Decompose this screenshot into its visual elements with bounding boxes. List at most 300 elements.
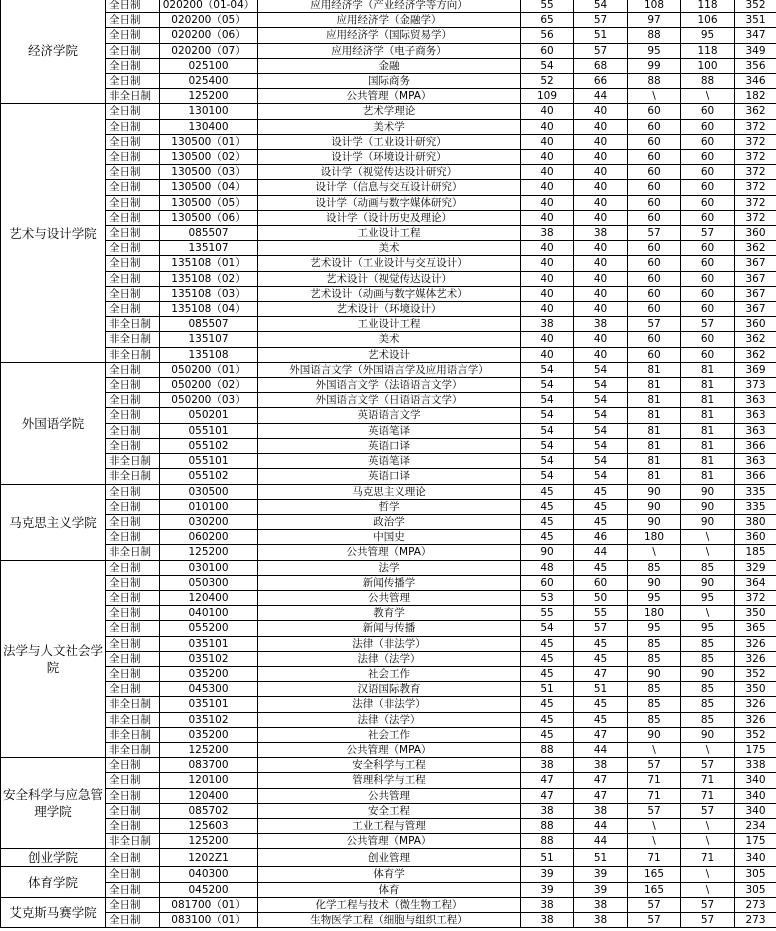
- program-name: 法律（法学）: [258, 712, 521, 727]
- score-subject-1: 97: [628, 13, 681, 28]
- score-politics: 88: [521, 834, 574, 849]
- score-subject-1: 85: [628, 682, 681, 697]
- college-name: 法学与人文社会学院: [1, 560, 106, 758]
- study-mode: 全日制: [106, 803, 160, 818]
- score-subject-1: 81: [628, 469, 681, 484]
- score-subject-2: 71: [681, 773, 735, 788]
- score-total: 340: [735, 788, 776, 803]
- score-foreign-language: 54: [574, 378, 628, 393]
- study-mode: 全日制: [106, 818, 160, 833]
- table-row: [1, 13, 776, 28]
- score-total: 356: [735, 58, 776, 73]
- program-name: 新闻与传播: [258, 621, 521, 636]
- score-foreign-language: 40: [574, 134, 628, 149]
- study-mode: 全日制: [106, 0, 160, 13]
- program-name: 管理科学与工程: [258, 773, 521, 788]
- score-total: 367: [735, 256, 776, 271]
- score-total: 338: [735, 758, 776, 773]
- score-subject-2: 118: [681, 43, 735, 58]
- table-row: [1, 484, 776, 499]
- program-name: 工业工程与管理: [258, 818, 521, 833]
- score-total: 352: [735, 727, 776, 742]
- score-total: 363: [735, 423, 776, 438]
- program-code: 125200: [160, 545, 258, 560]
- score-subject-2: \: [681, 818, 735, 833]
- program-code: 120400: [160, 788, 258, 803]
- score-politics: 40: [521, 271, 574, 286]
- program-code: 130500（02）: [160, 150, 258, 165]
- study-mode: 全日制: [106, 423, 160, 438]
- score-subject-1: 90: [628, 575, 681, 590]
- program-name: 公共管理: [258, 590, 521, 605]
- table-row: [1, 332, 776, 347]
- program-name: 英语笔译: [258, 423, 521, 438]
- score-total: 326: [735, 712, 776, 727]
- table-row: [1, 43, 776, 58]
- score-politics: 38: [521, 226, 574, 241]
- score-subject-1: 81: [628, 423, 681, 438]
- program-code: 035102: [160, 712, 258, 727]
- score-subject-2: 81: [681, 408, 735, 423]
- score-subject-2: 90: [681, 484, 735, 499]
- program-name: 艺术设计（视觉传达设计）: [258, 271, 521, 286]
- score-total: 380: [735, 514, 776, 529]
- study-mode: 全日制: [106, 119, 160, 134]
- program-code: 135108（01）: [160, 256, 258, 271]
- table-row: [1, 867, 776, 882]
- score-subject-1: 90: [628, 727, 681, 742]
- program-name: 应用经济学（国际贸易学）: [258, 28, 521, 43]
- score-subject-2: 71: [681, 849, 735, 867]
- program-code: 050201: [160, 408, 258, 423]
- table-row: [1, 89, 776, 104]
- table-row: [1, 834, 776, 849]
- program-name: 教育学: [258, 606, 521, 621]
- score-total: 352: [735, 666, 776, 681]
- score-politics: 56: [521, 28, 574, 43]
- score-total: 360: [735, 530, 776, 545]
- study-mode: 非全日制: [106, 727, 160, 742]
- program-name: 外国语言文学（法语语言文学）: [258, 378, 521, 393]
- program-name: 外国语言文学（日语语言文学）: [258, 393, 521, 408]
- score-politics: 51: [521, 849, 574, 867]
- score-foreign-language: 47: [574, 727, 628, 742]
- score-total: 363: [735, 408, 776, 423]
- score-politics: 45: [521, 530, 574, 545]
- study-mode: 全日制: [106, 499, 160, 514]
- study-mode: 全日制: [106, 575, 160, 590]
- score-politics: 55: [521, 0, 574, 13]
- table-row: [1, 119, 776, 134]
- program-name: 公共管理（MPA）: [258, 89, 521, 104]
- score-total: 362: [735, 104, 776, 119]
- program-name: 设计学（动画与数字媒体研究）: [258, 195, 521, 210]
- college-name: 体育学院: [1, 867, 106, 897]
- table-row: [1, 636, 776, 651]
- table-row: [1, 226, 776, 241]
- score-subject-1: 90: [628, 499, 681, 514]
- study-mode: 非全日制: [106, 712, 160, 727]
- score-subject-2: \: [681, 606, 735, 621]
- program-code: 030500: [160, 484, 258, 499]
- score-politics: 52: [521, 74, 574, 89]
- score-foreign-language: 40: [574, 165, 628, 180]
- study-mode: 全日制: [106, 651, 160, 666]
- score-subject-2: 60: [681, 165, 735, 180]
- score-total: 372: [735, 590, 776, 605]
- score-total: 326: [735, 636, 776, 651]
- program-name: 美术学: [258, 119, 521, 134]
- table-row: [1, 666, 776, 681]
- score-politics: 90: [521, 545, 574, 560]
- program-name: 新闻传播学: [258, 575, 521, 590]
- study-mode: 全日制: [106, 408, 160, 423]
- score-subject-2: \: [681, 834, 735, 849]
- score-subject-1: 60: [628, 302, 681, 317]
- study-mode: 全日制: [106, 530, 160, 545]
- score-politics: 40: [521, 119, 574, 134]
- score-subject-2: 90: [681, 666, 735, 681]
- program-code: 050200（03）: [160, 393, 258, 408]
- score-subject-1: 60: [628, 165, 681, 180]
- score-subject-1: 60: [628, 241, 681, 256]
- program-name: 美术: [258, 332, 521, 347]
- score-politics: 45: [521, 636, 574, 651]
- score-politics: 54: [521, 58, 574, 73]
- score-subject-1: 60: [628, 271, 681, 286]
- table-row: [1, 104, 776, 119]
- score-foreign-language: 44: [574, 818, 628, 833]
- score-politics: 40: [521, 347, 574, 362]
- program-name: 创业管理: [258, 849, 521, 867]
- study-mode: 全日制: [106, 28, 160, 43]
- table-row: [1, 302, 776, 317]
- program-name: 英语笔译: [258, 454, 521, 469]
- program-name: 艺术设计（环境设计）: [258, 302, 521, 317]
- study-mode: 全日制: [106, 514, 160, 529]
- score-subject-1: 99: [628, 58, 681, 73]
- table-row: [1, 74, 776, 89]
- study-mode: 全日制: [106, 165, 160, 180]
- table-row: [1, 423, 776, 438]
- table-row: [1, 897, 776, 912]
- score-foreign-language: 60: [574, 575, 628, 590]
- score-total: 335: [735, 499, 776, 514]
- table-row: [1, 882, 776, 897]
- program-name: 应用经济学（金融学）: [258, 13, 521, 28]
- score-total: 362: [735, 332, 776, 347]
- score-foreign-language: 51: [574, 849, 628, 867]
- score-subject-2: 60: [681, 210, 735, 225]
- score-total: 273: [735, 897, 776, 912]
- program-name: 法律（法学）: [258, 651, 521, 666]
- score-foreign-language: 57: [574, 43, 628, 58]
- score-foreign-language: 40: [574, 256, 628, 271]
- score-foreign-language: 44: [574, 742, 628, 757]
- score-subject-2: 60: [681, 256, 735, 271]
- score-foreign-language: 38: [574, 897, 628, 912]
- score-foreign-language: 45: [574, 484, 628, 499]
- score-total: 326: [735, 697, 776, 712]
- table-row: [1, 682, 776, 697]
- score-subject-2: 60: [681, 180, 735, 195]
- program-code: 050200（02）: [160, 378, 258, 393]
- program-name: 艺术设计（动画与数字媒体艺术）: [258, 286, 521, 301]
- study-mode: 全日制: [106, 43, 160, 58]
- score-foreign-language: 51: [574, 28, 628, 43]
- study-mode: 全日制: [106, 256, 160, 271]
- program-name: 化学工程与技术（微生物工程）: [258, 897, 521, 912]
- program-name: 金融: [258, 58, 521, 73]
- score-foreign-language: 38: [574, 226, 628, 241]
- program-name: 汉语国际教育: [258, 682, 521, 697]
- table-row: [1, 286, 776, 301]
- program-code: 020200（07）: [160, 43, 258, 58]
- program-code: 130100: [160, 104, 258, 119]
- table-row: [1, 818, 776, 833]
- score-total: 373: [735, 378, 776, 393]
- table-row: [1, 651, 776, 666]
- program-code: 035200: [160, 666, 258, 681]
- score-total: 362: [735, 241, 776, 256]
- study-mode: 非全日制: [106, 454, 160, 469]
- score-total: 175: [735, 834, 776, 849]
- score-subject-1: 60: [628, 195, 681, 210]
- study-mode: 非全日制: [106, 469, 160, 484]
- score-politics: 45: [521, 727, 574, 742]
- program-code: 135108（04）: [160, 302, 258, 317]
- score-foreign-language: 57: [574, 13, 628, 28]
- score-subject-1: 165: [628, 882, 681, 897]
- program-name: 生物医学工程（细胞与组织工程）: [258, 912, 521, 927]
- table-row: [1, 499, 776, 514]
- program-name: 哲学: [258, 499, 521, 514]
- score-subject-1: 71: [628, 773, 681, 788]
- study-mode: 全日制: [106, 666, 160, 681]
- score-politics: 40: [521, 195, 574, 210]
- program-code: 085702: [160, 803, 258, 818]
- score-subject-2: 85: [681, 636, 735, 651]
- program-code: 125603: [160, 818, 258, 833]
- score-total: 305: [735, 867, 776, 882]
- score-subject-2: 57: [681, 226, 735, 241]
- score-subject-2: 60: [681, 119, 735, 134]
- study-mode: 全日制: [106, 104, 160, 119]
- program-code: 020200（01-04）: [160, 0, 258, 13]
- study-mode: 全日制: [106, 773, 160, 788]
- score-foreign-language: 40: [574, 286, 628, 301]
- score-total: 346: [735, 74, 776, 89]
- study-mode: 非全日制: [106, 89, 160, 104]
- program-code: 1202Z1: [160, 849, 258, 867]
- program-name: 国际商务: [258, 74, 521, 89]
- score-subject-2: 90: [681, 575, 735, 590]
- study-mode: 全日制: [106, 882, 160, 897]
- score-subject-1: 60: [628, 119, 681, 134]
- score-subject-1: 88: [628, 28, 681, 43]
- program-name: 设计学（信息与交互设计研究）: [258, 180, 521, 195]
- score-total: 372: [735, 165, 776, 180]
- study-mode: 全日制: [106, 438, 160, 453]
- score-total: 363: [735, 393, 776, 408]
- study-mode: 全日制: [106, 226, 160, 241]
- program-name: 英语口译: [258, 438, 521, 453]
- study-mode: 全日制: [106, 271, 160, 286]
- program-code: 085507: [160, 317, 258, 332]
- program-code: 135107: [160, 241, 258, 256]
- score-subject-1: 81: [628, 454, 681, 469]
- program-name: 法学: [258, 560, 521, 575]
- table-row: [1, 727, 776, 742]
- score-foreign-language: 68: [574, 58, 628, 73]
- score-politics: 40: [521, 150, 574, 165]
- score-subject-1: 57: [628, 317, 681, 332]
- program-name: 英语语言文学: [258, 408, 521, 423]
- study-mode: 全日制: [106, 484, 160, 499]
- score-foreign-language: 45: [574, 560, 628, 575]
- table-row: [1, 697, 776, 712]
- score-foreign-language: 54: [574, 0, 628, 13]
- score-subject-2: 81: [681, 438, 735, 453]
- score-total: 366: [735, 469, 776, 484]
- study-mode: 全日制: [106, 912, 160, 927]
- table-row: [1, 621, 776, 636]
- study-mode: 全日制: [106, 590, 160, 605]
- table-row: [1, 362, 776, 377]
- program-name: 体育学: [258, 867, 521, 882]
- score-subject-2: 60: [681, 286, 735, 301]
- score-subject-1: 71: [628, 849, 681, 867]
- score-subject-1: 57: [628, 897, 681, 912]
- score-total: 366: [735, 438, 776, 453]
- score-subject-2: 85: [681, 712, 735, 727]
- program-name: 艺术设计（工业设计与交互设计）: [258, 256, 521, 271]
- score-politics: 40: [521, 302, 574, 317]
- score-total: 335: [735, 484, 776, 499]
- score-subject-2: 60: [681, 302, 735, 317]
- score-total: 350: [735, 606, 776, 621]
- score-total: 185: [735, 545, 776, 560]
- score-total: 351: [735, 13, 776, 28]
- score-total: 369: [735, 362, 776, 377]
- score-politics: 53: [521, 590, 574, 605]
- table-row: [1, 165, 776, 180]
- program-code: 055200: [160, 621, 258, 636]
- score-total: 363: [735, 454, 776, 469]
- score-foreign-language: 40: [574, 241, 628, 256]
- study-mode: 全日制: [106, 867, 160, 882]
- program-code: 130500（05）: [160, 195, 258, 210]
- score-politics: 54: [521, 469, 574, 484]
- score-subject-1: 88: [628, 74, 681, 89]
- score-total: 360: [735, 317, 776, 332]
- score-total: 364: [735, 575, 776, 590]
- program-code: 045300: [160, 682, 258, 697]
- score-foreign-language: 45: [574, 514, 628, 529]
- score-politics: 54: [521, 621, 574, 636]
- score-politics: 51: [521, 682, 574, 697]
- program-code: 060200: [160, 530, 258, 545]
- college-name: 经济学院: [1, 0, 106, 104]
- score-foreign-language: 54: [574, 454, 628, 469]
- program-code: 040300: [160, 867, 258, 882]
- score-foreign-language: 54: [574, 423, 628, 438]
- score-politics: 47: [521, 788, 574, 803]
- table-row: [1, 454, 776, 469]
- study-mode: 全日制: [106, 241, 160, 256]
- college-name: 外国语学院: [1, 362, 106, 484]
- table-row: [1, 271, 776, 286]
- score-foreign-language: 45: [574, 636, 628, 651]
- program-code: 055102: [160, 438, 258, 453]
- score-total: 360: [735, 226, 776, 241]
- score-subject-1: 60: [628, 347, 681, 362]
- score-foreign-language: 40: [574, 332, 628, 347]
- score-politics: 54: [521, 378, 574, 393]
- table-row: [1, 773, 776, 788]
- program-name: 政治学: [258, 514, 521, 529]
- score-politics: 38: [521, 912, 574, 927]
- table-row: [1, 545, 776, 560]
- college-name: 马克思主义学院: [1, 484, 106, 560]
- score-subject-1: 60: [628, 332, 681, 347]
- score-subject-1: \: [628, 89, 681, 104]
- score-subject-1: 81: [628, 378, 681, 393]
- program-code: 081700（01）: [160, 897, 258, 912]
- score-subject-2: \: [681, 545, 735, 560]
- program-code: 035101: [160, 636, 258, 651]
- study-mode: 非全日制: [106, 332, 160, 347]
- score-subject-1: 90: [628, 484, 681, 499]
- table-row: [1, 180, 776, 195]
- program-name: 中国史: [258, 530, 521, 545]
- score-politics: 54: [521, 423, 574, 438]
- score-total: 372: [735, 180, 776, 195]
- score-subject-2: 106: [681, 13, 735, 28]
- score-politics: 39: [521, 882, 574, 897]
- score-politics: 54: [521, 438, 574, 453]
- score-subject-1: 60: [628, 286, 681, 301]
- program-code: 130500（01）: [160, 134, 258, 149]
- study-mode: 全日制: [106, 210, 160, 225]
- score-subject-1: \: [628, 834, 681, 849]
- table-row: [1, 438, 776, 453]
- score-subject-1: 57: [628, 226, 681, 241]
- score-politics: 38: [521, 897, 574, 912]
- score-politics: 88: [521, 818, 574, 833]
- score-total: 340: [735, 803, 776, 818]
- score-politics: 38: [521, 317, 574, 332]
- score-total: 340: [735, 773, 776, 788]
- score-politics: 40: [521, 241, 574, 256]
- score-subject-1: 85: [628, 636, 681, 651]
- program-code: 020200（06）: [160, 28, 258, 43]
- score-total: 182: [735, 89, 776, 104]
- score-total: 340: [735, 849, 776, 867]
- score-total: 352: [735, 0, 776, 13]
- program-code: 135107: [160, 332, 258, 347]
- program-name: 设计学（视觉传达设计研究）: [258, 165, 521, 180]
- table-row: [1, 28, 776, 43]
- score-politics: 40: [521, 210, 574, 225]
- table-row: [1, 803, 776, 818]
- score-foreign-language: 40: [574, 150, 628, 165]
- score-politics: 65: [521, 13, 574, 28]
- score-foreign-language: 47: [574, 773, 628, 788]
- program-name: 体育: [258, 882, 521, 897]
- score-subject-2: 57: [681, 317, 735, 332]
- college-name: 安全科学与应急管理学院: [1, 758, 106, 849]
